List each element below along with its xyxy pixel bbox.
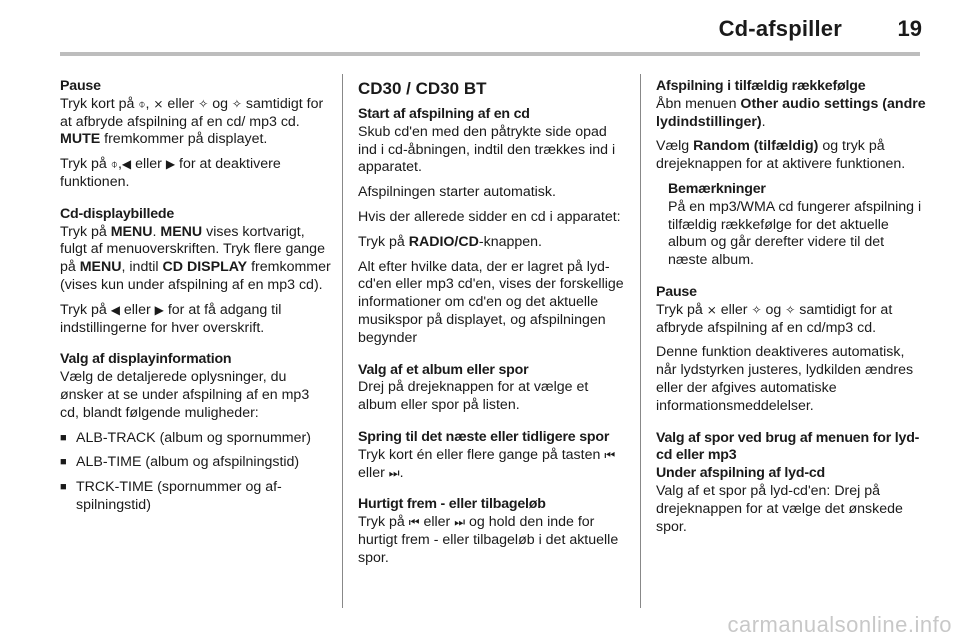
start-paragraph-5: Alt efter hvilke data, der er lagret på lyd-cd'en eller mp3 cd'en, vises der forskellige informationer om cd'en og det aktuelle musikspor på displayet, og afspilningen begynder [358, 258, 624, 346]
pause-paragraph-3: Tryk på ⨯ eller ✧ og ✧ samtidigt for at afbryde afspilning af en cd/mp3 cd. [656, 301, 893, 336]
left-arrow-icon: ◀ [110, 302, 120, 317]
header-rule [60, 52, 920, 56]
fast-forward-paragraph: Tryk på ⏮ eller ⏭ og hold den inde for hurtigt frem - eller tilbageløb i det aktuelle spor. [358, 514, 619, 566]
pause-paragraph-1: Tryk kort på ⌽, ⨯ eller ✧ og ✧ samtidigt for at afbryde afspilning af en cd/ mp3 cd. MUTE fremkommer på displayet. [60, 95, 324, 148]
previous-track-icon: ⏮ [408, 515, 420, 530]
note-paragraph: På en mp3/WMA cd fungerer afspilning i tilfældig rækkefølge for det aktuelle album og går derefter videre til det næste album. [668, 198, 922, 269]
previous-track-icon: ⏮ [604, 447, 616, 462]
fast-forward-heading: Hurtigt frem - eller tilbageløb [358, 496, 546, 513]
column-2 [358, 78, 626, 582]
random-heading: Afspilning i tilfældig rækkefølge [656, 78, 866, 94]
skip-track-paragraph: Tryk kort én eller flere gange på tasten ⏮ eller ⏭. [358, 446, 616, 481]
start-playback-heading: Start af afspilning af en cd [358, 106, 530, 122]
page-title: Cd-afspiller [718, 16, 842, 41]
album-select-section [358, 362, 626, 415]
menu-track-section [656, 430, 926, 537]
random-paragraph-2: Vælg Random (tilfældig) og tryk på drejeknappen for at aktivere funktionen. [656, 138, 906, 173]
cd-display-paragraph-2: Tryk på ◀ eller ▶ for at få adgang til indstillingerne for hver overskrift. [60, 301, 282, 336]
pause-heading: Pause [60, 78, 101, 94]
note-block [656, 181, 926, 270]
start-paragraph-3: Hvis der allerede sidder en cd i apparatet: [358, 208, 621, 225]
list-item: ■ ALB-TIME (album og afspilningstid) [60, 454, 332, 472]
right-arrow-icon: ▶ [154, 302, 164, 317]
under-playback-heading: Under afspilning af lyd-cd [656, 465, 826, 482]
column-3 [656, 78, 926, 550]
skip-track-heading: Spring til det næste eller tidligere spor [358, 428, 610, 445]
random-paragraph-1: Åbn menuen Other audio settings (andre lydindstillinger). [656, 95, 926, 130]
power-icon: ⌽ [138, 96, 146, 111]
volume-up-icon: ✧ [198, 96, 209, 111]
start-playback-section [358, 106, 626, 348]
mute-cross-icon: ⨯ [153, 96, 164, 111]
right-arrow-icon: ▶ [165, 157, 176, 172]
menu-track-heading: Valg af spor ved brug af menuen for lyd-cd eller mp3 [656, 429, 920, 464]
display-info-section [60, 351, 332, 514]
note-heading: Bemærkninger [668, 180, 766, 197]
display-info-heading: Valg af displayinformation [60, 351, 232, 368]
pause-section [60, 78, 332, 192]
pause-heading-2: Pause [656, 283, 697, 300]
next-track-icon: ⏭ [454, 515, 466, 530]
column-divider-1 [342, 74, 343, 608]
next-track-icon: ⏭ [388, 465, 400, 480]
page-number: 19 [897, 16, 922, 41]
power-icon: ⌽ [110, 157, 118, 172]
pause-paragraph-2: Tryk på ⌽,◀ eller ▶ for at deaktivere funktionen. [60, 156, 281, 190]
left-arrow-icon: ◀ [121, 157, 132, 172]
random-section [656, 78, 926, 270]
start-paragraph-4: Tryk på RADIO/CD-knappen. [358, 233, 542, 250]
cd-display-heading: Cd-displaybillede [60, 205, 175, 222]
volume-up-icon: ✧ [751, 302, 762, 317]
watermark: carmanualsonline.info [727, 612, 952, 637]
start-paragraph-2: Afspilningen starter automatisk. [358, 184, 556, 201]
start-paragraph-1: Skub cd'en med den påtrykte side opad ind i cd-åbningen, indtil den trækkes ind i apparatet. [358, 123, 616, 176]
list-item: ■ ALB-TRACK (album og spornummer) [60, 430, 332, 448]
page-header [0, 0, 960, 58]
volume-down-icon: ✧ [231, 96, 242, 111]
volume-down-icon: ✧ [785, 302, 796, 317]
cd-display-paragraph: Tryk på MENU. MENU vises kortvarigt, fulgt af menuoverskriften. Tryk flere gange på MENU, indtil CD DISPLAY fremkommer (vises kun under afspilning af en mp3 cd). [60, 223, 331, 293]
column-1 [60, 78, 332, 529]
display-info-paragraph: Vælg de detaljerede oplysninger, du ønsker at se under afspilning af en mp3 cd, blandt følgende muligheder: [60, 369, 310, 421]
mute-cross-icon: ⨯ [706, 302, 717, 317]
display-info-list [60, 430, 332, 515]
album-select-heading: Valg af et album eller spor [358, 361, 529, 378]
fast-forward-section [358, 496, 626, 567]
column-divider-2 [640, 74, 641, 608]
list-item: ■ TRCK-TIME (spornummer og afspilningstid) [60, 479, 332, 515]
section-heading-cd30: CD30 / CD30 BT [358, 79, 487, 98]
pause-paragraph-4: Denne funktion deaktiveres automatisk, når lydstyrken justeres, lydkilden ændres eller der afgives automatiske informationsmeddelelser. [656, 344, 914, 414]
skip-track-section [358, 429, 626, 482]
cd-display-section [60, 206, 332, 338]
album-select-paragraph: Drej på drejeknappen for at vælge et album eller spor på listen. [358, 379, 589, 414]
pause-section-2 [656, 284, 926, 416]
under-playback-paragraph: Valg af et spor på lyd-cd'en: Drej på drejeknappen for at vælge det ønskede spor. [656, 482, 903, 535]
